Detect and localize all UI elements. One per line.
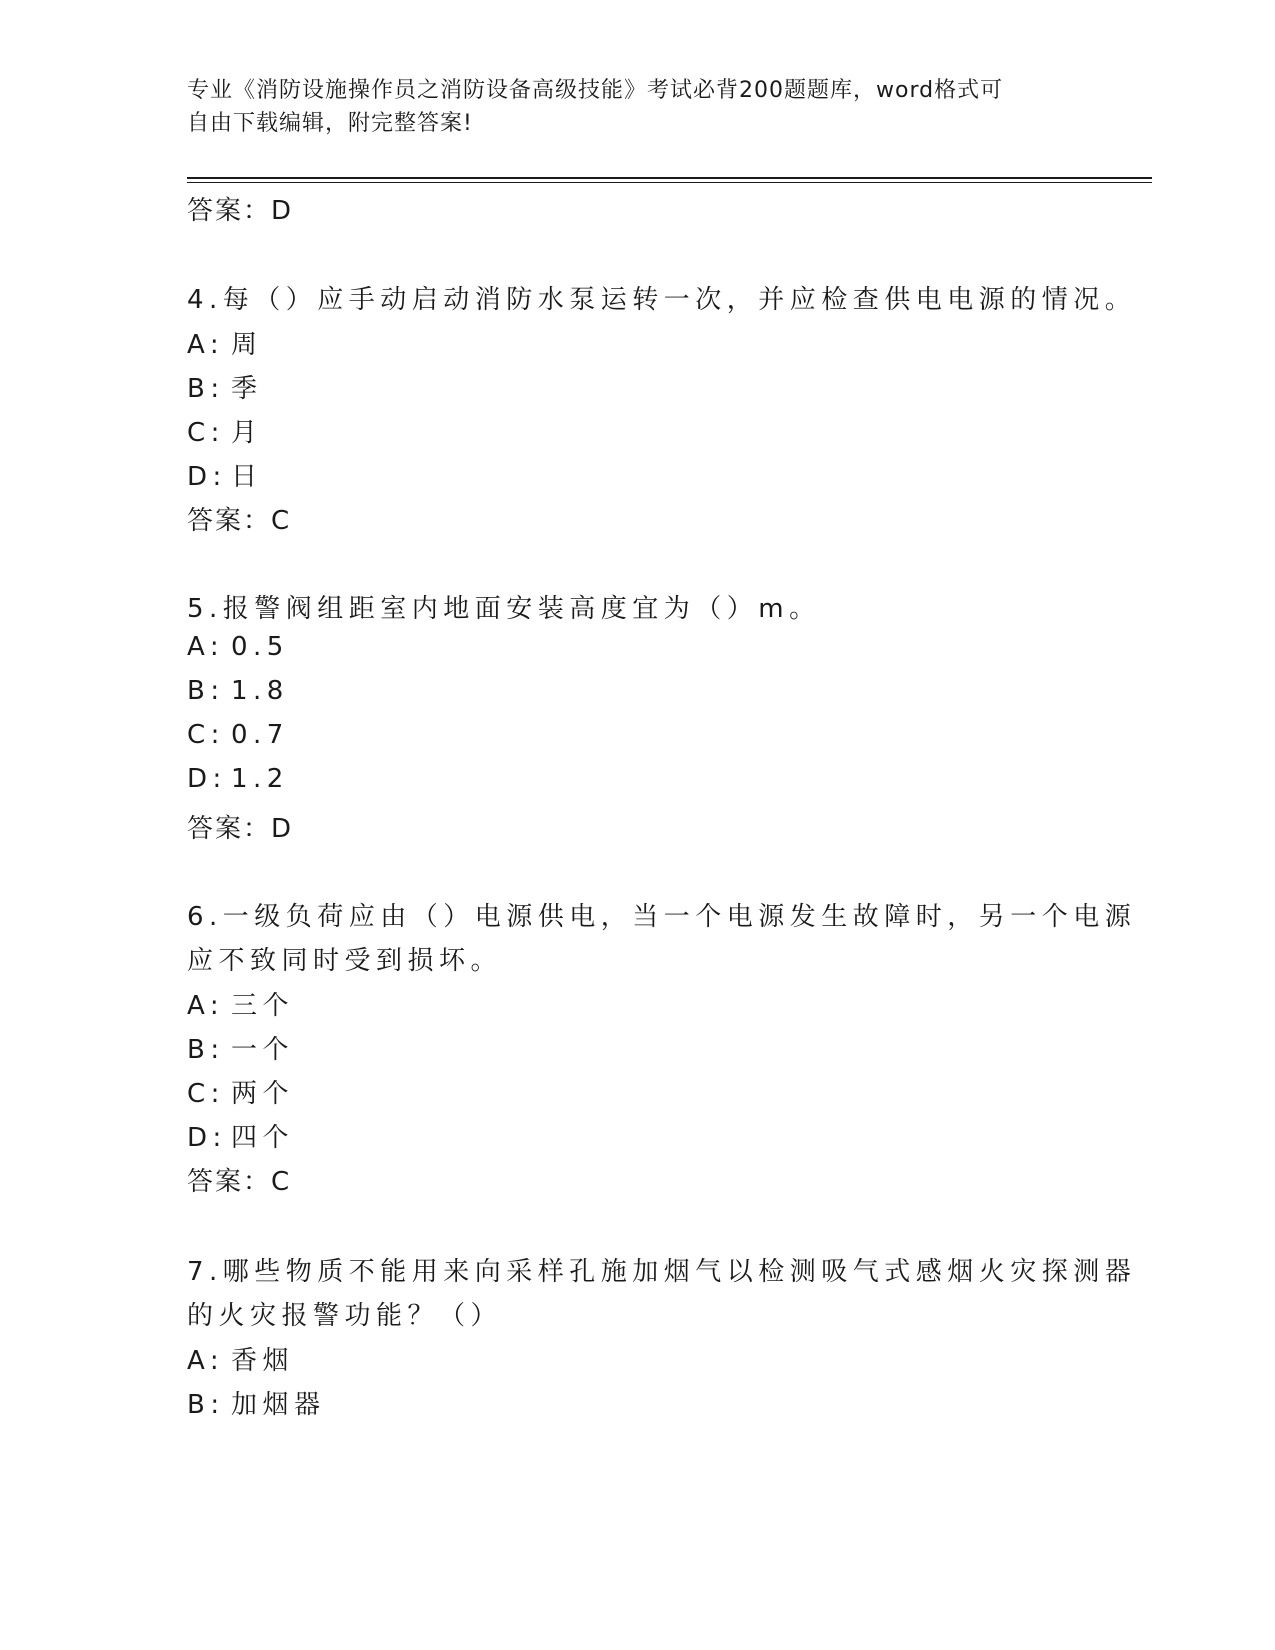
question-6-answer: 答案：C (187, 1167, 292, 1197)
document-header (187, 74, 1067, 140)
question-6-option-d (187, 1117, 294, 1154)
option-key: B: (187, 676, 225, 706)
question-4-option-b (187, 368, 263, 405)
option-key: B: (187, 374, 225, 404)
question-6-option-a (187, 985, 294, 1022)
option-key: C: (187, 418, 225, 448)
question-7-stem-line-2: 的火灾报警功能？（） (187, 1301, 503, 1331)
question-4-option-c (187, 412, 263, 449)
question-7-option-b (187, 1384, 326, 1421)
option-text: 0.7 (231, 720, 289, 750)
question-5-option-a (187, 632, 289, 662)
question-6-stem-line-2: 应不致同时受到损坏。 (187, 946, 503, 976)
question-4-option-a (187, 324, 263, 361)
option-key: C: (187, 720, 225, 750)
question-7-stem-line-1: 7.哪些物质不能用来向采样孔施加烟气以检测吸气式感烟火灾探测器 (187, 1257, 1137, 1287)
header-line-2: 自由下载编辑，附完整答案! (187, 111, 473, 136)
option-text: 1.8 (231, 676, 289, 706)
option-text: 1.2 (231, 764, 289, 794)
question-6-option-b (187, 1029, 294, 1066)
option-key: D: (187, 462, 227, 492)
option-text: 两个 (231, 1079, 295, 1109)
question-4-option-d (187, 456, 263, 493)
option-key: A: (187, 1346, 225, 1376)
option-text: 日 (231, 462, 263, 492)
header-divider-thin (187, 182, 1152, 183)
question-4-answer: 答案：C (187, 506, 292, 536)
answer-previous: 答案：D (187, 196, 294, 226)
option-key: A: (187, 991, 225, 1021)
option-text: 0.5 (231, 632, 289, 662)
question-6-stem-line-1: 6.一级负荷应由（）电源供电，当一个电源发生故障时，另一个电源 (187, 902, 1137, 932)
option-text: 周 (231, 330, 263, 360)
question-7-option-a (187, 1340, 294, 1377)
question-5-option-b (187, 676, 289, 706)
option-key: B: (187, 1390, 225, 1420)
option-key: A: (187, 330, 225, 360)
option-key: D: (187, 1123, 227, 1153)
question-5-option-d (187, 764, 289, 794)
option-text: 加烟器 (231, 1390, 326, 1420)
option-key: D: (187, 764, 227, 794)
option-text: 月 (231, 418, 263, 448)
option-text: 一个 (231, 1035, 295, 1065)
question-5-option-c (187, 720, 289, 750)
header-divider-thick (187, 177, 1152, 179)
question-4-stem: 4.每（）应手动启动消防水泵运转一次，并应检查供电电源的情况。 (187, 285, 1137, 315)
question-5-answer: 答案：D (187, 814, 294, 844)
option-key: A: (187, 632, 225, 662)
option-text: 四个 (231, 1123, 295, 1153)
option-key: B: (187, 1035, 225, 1065)
option-text: 三个 (231, 991, 295, 1021)
option-text: 季 (231, 374, 263, 404)
header-line-1: 专业《消防设施操作员之消防设备高级技能》考试必背200题题库，word格式可 (187, 78, 1004, 103)
option-text: 香烟 (231, 1346, 295, 1376)
option-key: C: (187, 1079, 225, 1109)
question-6-option-c (187, 1073, 294, 1110)
question-5-stem: 5.报警阀组距室内地面安装高度宜为（）m。 (187, 594, 821, 624)
